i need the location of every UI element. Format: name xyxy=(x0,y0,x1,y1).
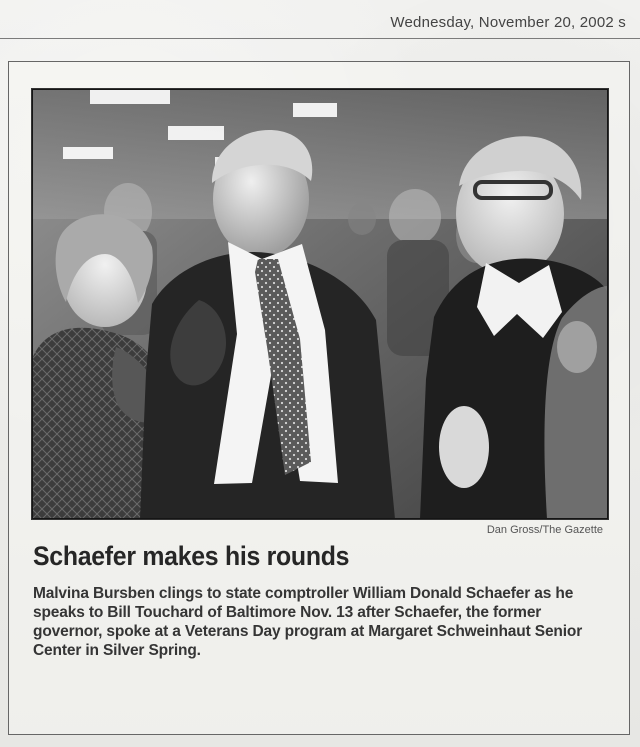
news-photo xyxy=(31,88,609,520)
dateline: Wednesday, November 20, 2002 s xyxy=(390,14,626,31)
headline: Schaefer makes his rounds xyxy=(33,541,350,571)
top-rule xyxy=(0,38,640,39)
photo-caption: Malvina Bursben clings to state comptroller William Donald Schaefer as he speaks to Bill Touchard of Baltimore Nov. 13 after Schaefer, the former governor, spoke at a Veterans Day program at Margaret Schweinhaut Senior Center in Silver Spring. xyxy=(33,585,583,659)
news-photo-illustration xyxy=(32,89,608,519)
photo-credit: Dan Gross/The Gazette xyxy=(486,524,603,536)
